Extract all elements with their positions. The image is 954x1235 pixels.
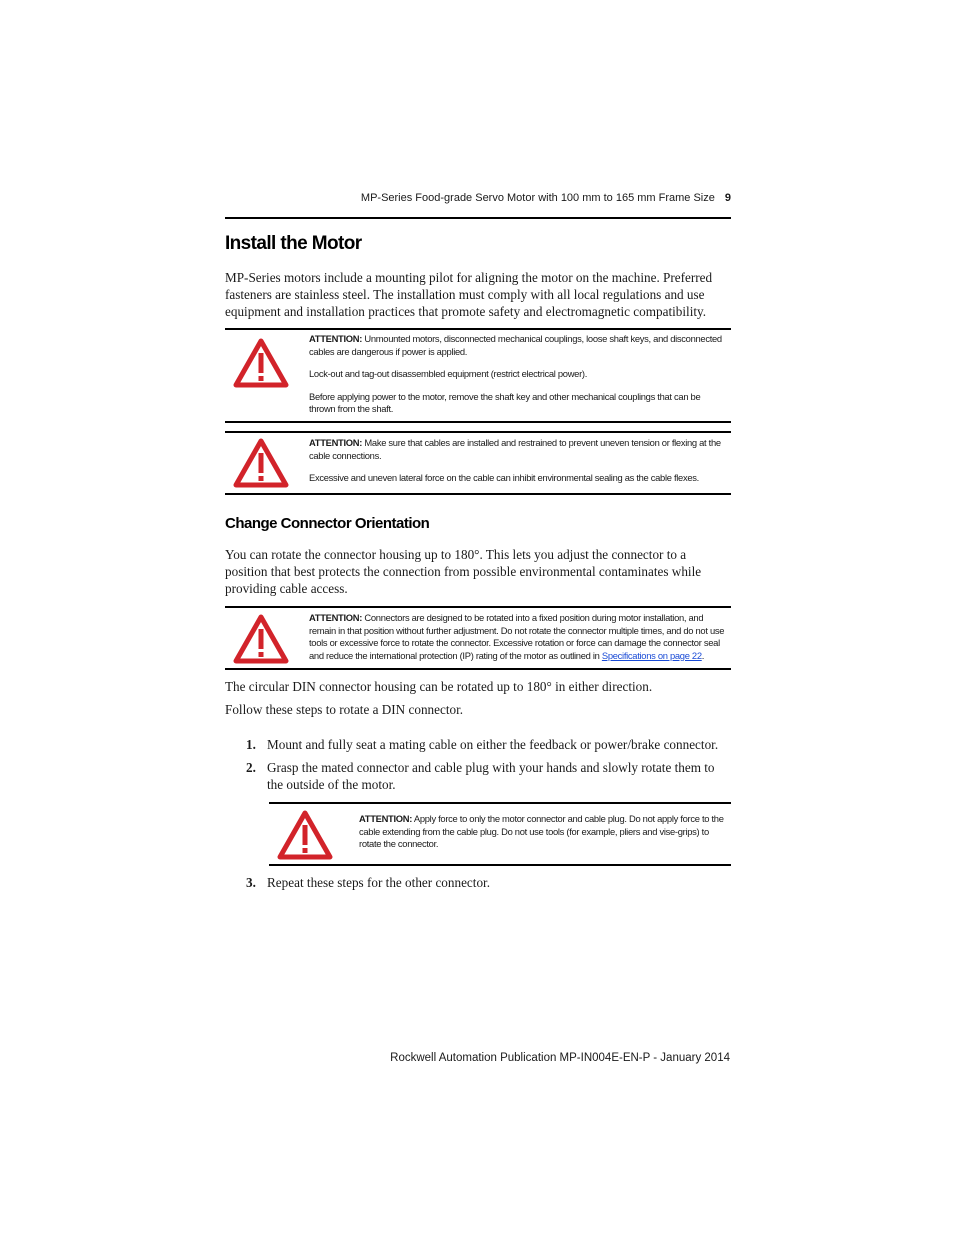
subsection-title-orientation: Change Connector Orientation [225,515,430,532]
orientation-intro: You can rotate the connector housing up to 180°. This lets you adjust the connector to a position that best protects the connection from possible environmental contaminates while providing cable access. [225,547,702,596]
list-item [246,874,731,892]
attention-2-p2: Excessive and uneven lateral force on the cable can inhibit environmental sealing as the cable flexes. [309,472,699,484]
attention-text-4 [359,813,731,851]
list-item [246,736,731,754]
attention-label: ATTENTION: [309,612,363,623]
running-title: MP-Series Food-grade Servo Motor with 100 mm to 165 mm Frame Size [360,192,715,204]
attention-2-p1: Make sure that cables are installed and restrained to prevent uneven tension or flexing at the cable connections. [309,437,721,461]
attention-text-1 [309,333,729,416]
attention-label: ATTENTION: [309,437,363,448]
attention-box-3 [225,606,731,670]
warning-triangle-icon [277,810,333,860]
warning-triangle-icon [233,438,289,488]
step-text: Mount and fully seat a mating cable on either the feedback or power/brake connector. [267,737,719,752]
running-header [225,192,731,219]
attention-box-1 [225,328,731,423]
step-text: Repeat these steps for the other connector. [267,875,491,890]
step-number: 3. [246,875,256,890]
attention-1-p2: Lock-out and tag-out disassembled equipment (restrict electrical power). [309,368,588,380]
attention-label: ATTENTION: [309,333,363,344]
attention-text-3 [309,612,730,662]
attention-label: ATTENTION: [359,813,413,824]
attention-box-4 [269,802,731,866]
attention-4-p1: Apply force to only the motor connector and cable plug. Do not apply force to the cable extending from the cable plug. Do not use tools (for example, pliers and vise-grips) to rotate the connector. [359,813,724,850]
step-text: Grasp the mated connector and cable plug with your hands and slowly rotate them to the outside of the motor. [267,760,715,792]
attention-3-end: . [701,649,705,661]
install-intro: MP-Series motors include a mounting pilot for aligning the motor on the machine. Preferred fasteners are stainless steel. The installation must comply with all local regulations and use equipment and installation practices that promote safety and electromagnetic compatibility. [225,270,713,319]
specifications-link[interactable]: Specifications on page 22 [601,649,702,661]
page-number: 9 [724,192,731,204]
attention-1-p1: Unmounted motors, disconnected mechanical couplings, loose shaft keys, and disconnected cables are dangerous if power is applied. [309,333,722,357]
warning-triangle-icon [233,614,289,664]
attention-box-2 [225,431,731,495]
attention-1-p3: Before applying power to the motor, remove the shaft key and other mechanical couplings that can be thrown from the shaft. [309,390,701,415]
attention-text-2 [309,437,729,485]
list-item [246,759,731,795]
publication-footer: Rockwell Automation Publication MP-IN004E-EN-P - January 2014 [390,1052,730,1064]
step-number: 2. [246,760,256,775]
din-rotation-text: The circular DIN connector housing can be rotated up to 180° in either direction. [225,679,653,694]
din-steps-intro: Follow these steps to rotate a DIN connector. [225,702,464,717]
attention-3-p1: Connectors are designed to be rotated into a fixed position during motor installation, and remain in that position without further adjustment. Do not rotate the connector multiple times, and do not use tools or excessive force to rotate the connector. Excessive rotation or force can damage the connector seal and reduce the international protection (IP) rating of the motor as outlined in [309,612,725,661]
step-number: 1. [246,737,256,752]
warning-triangle-icon [233,338,289,388]
section-title-install: Install the Motor [225,233,362,254]
